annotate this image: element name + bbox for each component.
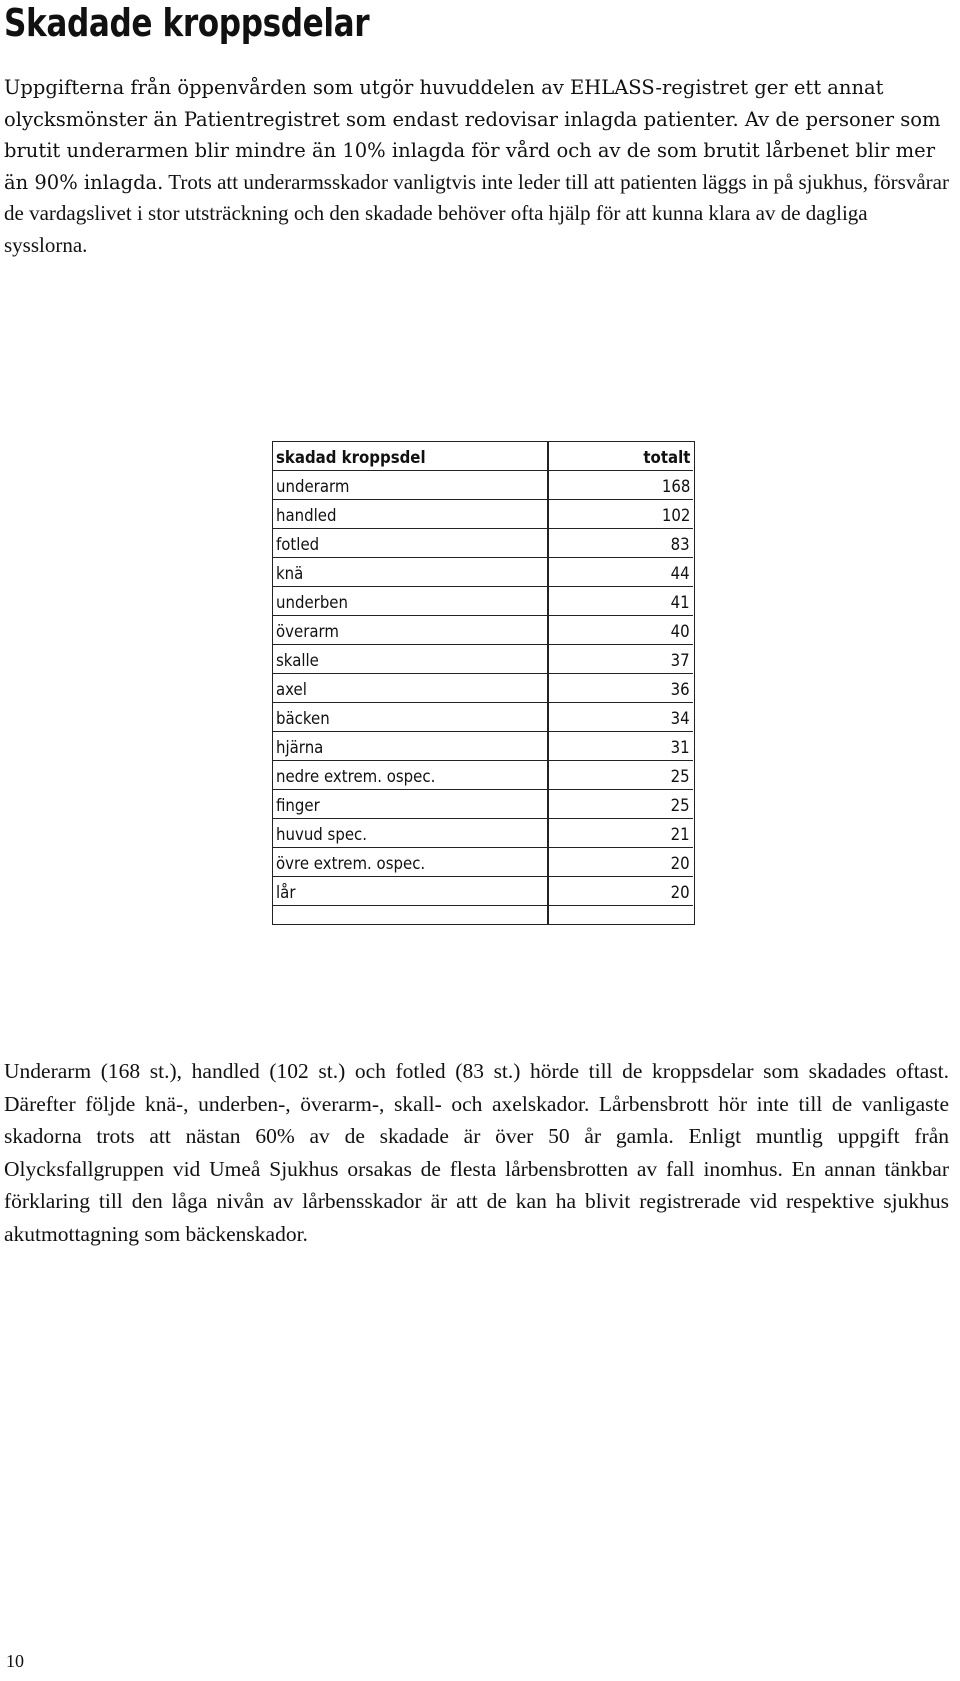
- row-label: knä: [276, 564, 304, 584]
- table-row: [273, 703, 693, 732]
- table-row: [273, 732, 693, 761]
- row-value: 37: [670, 651, 690, 671]
- table-row: [273, 529, 693, 558]
- table-row: [273, 471, 693, 500]
- header-label: skadad kroppsdel: [276, 448, 426, 468]
- row-value: 21: [670, 825, 690, 845]
- row-label: axel: [276, 680, 307, 700]
- row-value: 20: [670, 854, 690, 874]
- table-row: [273, 877, 693, 906]
- table-row: [273, 587, 693, 616]
- row-label: underben: [276, 593, 348, 613]
- table-row: [273, 790, 693, 819]
- row-label: nedre extrem. ospec.: [276, 767, 436, 787]
- row-value: 31: [670, 738, 690, 758]
- row-label: fotled: [276, 535, 320, 555]
- row-label: underarm: [276, 477, 350, 497]
- row-label: lår: [276, 883, 296, 903]
- page-number: 10: [6, 1651, 24, 1671]
- row-label: skalle: [276, 651, 319, 671]
- row-value: 25: [670, 767, 690, 787]
- intro-paragraph: [4, 72, 949, 261]
- body-part-table: [272, 441, 695, 925]
- table-row: [273, 819, 693, 848]
- row-label: handled: [276, 506, 337, 526]
- table-header-row: [273, 442, 693, 471]
- header-value: totalt: [643, 448, 690, 468]
- row-label: överarm: [276, 622, 339, 642]
- table-row: [273, 674, 693, 703]
- row-label: finger: [276, 796, 320, 816]
- row-value: 36: [670, 680, 690, 700]
- row-label: bäcken: [276, 709, 330, 729]
- table-row: [273, 761, 693, 790]
- intro-text-part-1: Uppgifterna från öppenvården som utgör huvuddelen av EHLASS-registret ger ett annat olycksmönster än Patientregistret som endast redovisar inlagda patienter. Av de personer som brutit underarmen blir mindre än 10% inlagda för vård och av de som brutit lårbenet blir mer än 90% inlagda.: [4, 76, 941, 194]
- intro-text-part-2: Trots att underarmsskador vanligtvis inte leder till att patienten läggs in på sjukhus, försvårar de vardagslivet i stor utsträckning och den skadade behöver ofta hjälp för att kunna klara av de dagliga sysslorna.: [4, 169, 949, 257]
- table-row: [273, 848, 693, 877]
- row-value: 20: [670, 883, 690, 903]
- table-row: [273, 558, 693, 587]
- row-value: 41: [670, 593, 690, 613]
- row-value: 168: [661, 477, 690, 497]
- table-row: [273, 645, 693, 674]
- row-label: huvud spec.: [276, 825, 368, 845]
- row-value: 44: [670, 564, 690, 584]
- row-label: hjärna: [276, 738, 324, 758]
- closing-paragraph: Underarm (168 st.), handled (102 st.) och fotled (83 st.) hörde till de kroppsdelar som skadades oftast. Därefter följde knä-, underben-, överarm-, skall- och axelskador. Lårbensbrott hör inte till de vanligaste skadorna trots att nästan 60% av de skadade är över 50 år gamla. Enligt muntlig uppgift från Olycksfallgruppen vid Umeå Sjukhus orsakas de flesta lårbensbrotten av fall inomhus. En annan tänkbar förklaring till den låga nivån av lårbensskador är att de kan ha blivit registrerade vid respektive sjukhus akutmottagning som bäckenskador.: [4, 1059, 949, 1246]
- row-value: 40: [670, 622, 690, 642]
- page-title: Skadade kroppsdelar: [4, 1, 370, 45]
- row-value: 25: [670, 796, 690, 816]
- row-value: 83: [670, 535, 690, 555]
- row-value: 102: [661, 506, 690, 526]
- row-label: övre extrem. ospec.: [276, 854, 426, 874]
- table-row: [273, 616, 693, 645]
- row-value: 34: [670, 709, 690, 729]
- table-row: [273, 500, 693, 529]
